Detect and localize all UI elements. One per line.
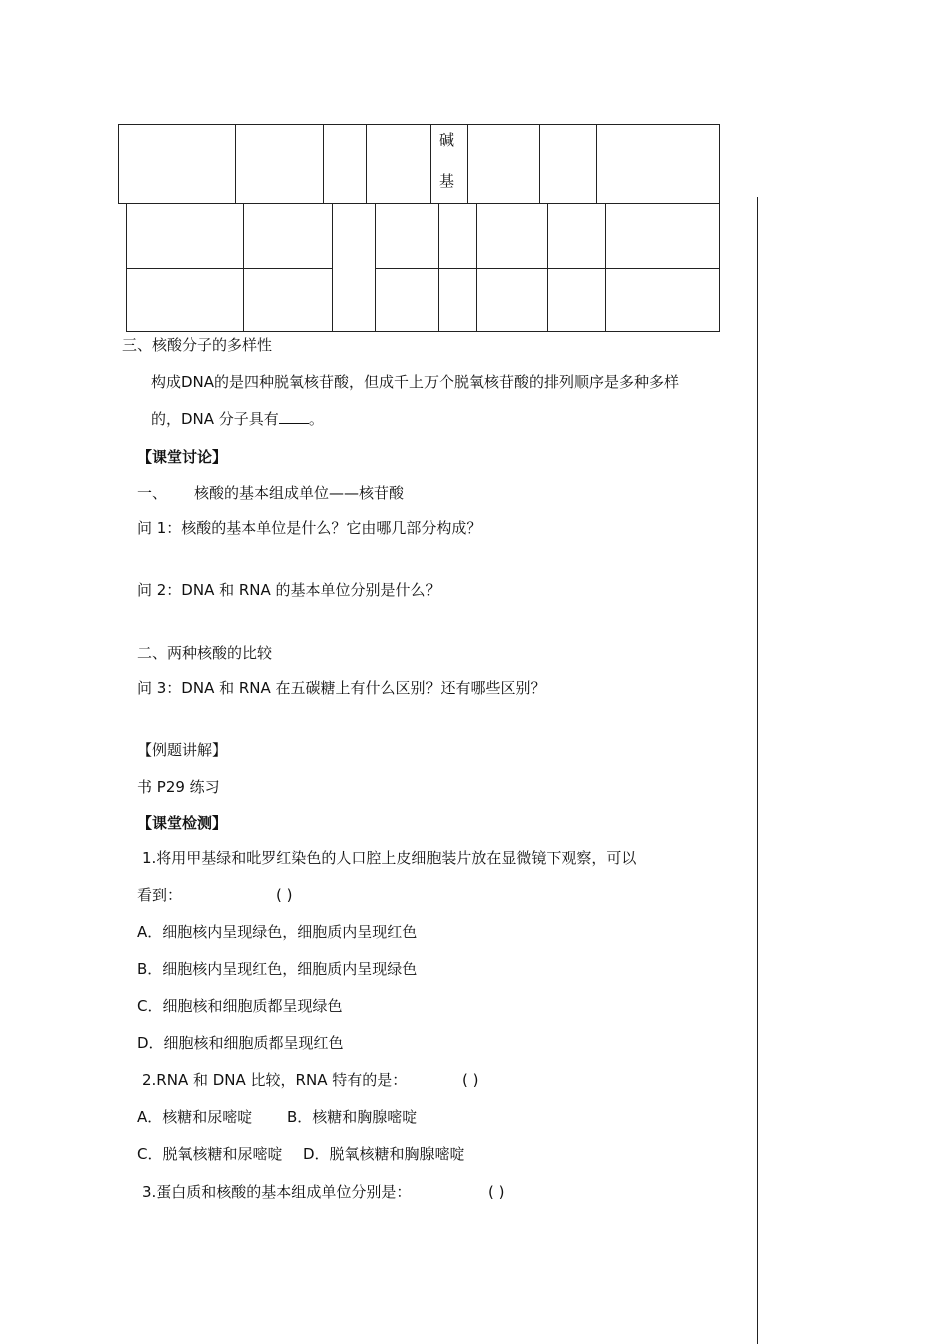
answer-paren[interactable]: ( ) <box>462 1071 479 1089</box>
discussion-item: 核酸的基本组成单位——核苷酸 <box>194 484 405 502</box>
table-cell <box>118 124 236 204</box>
option-a: A．细胞核内呈现绿色，细胞质内呈现红色 <box>137 923 418 941</box>
discussion-heading: 【课堂讨论】 <box>137 448 228 466</box>
table-cell <box>366 124 431 204</box>
table-cell-merged <box>332 203 376 332</box>
paragraph-line: 构成DNA的是四种脱氧核苷酸，但成千上万个脱氧核苷酸的排列顺序是多种多样 <box>151 373 680 391</box>
table-cell <box>467 124 540 204</box>
table-cell <box>323 124 367 204</box>
table-cell <box>243 203 333 269</box>
question-1: 问 1：核酸的基本单位是什么？它由哪几部分构成？ <box>137 519 482 537</box>
option-d: D．细胞核和细胞质都呈现红色 <box>137 1034 344 1052</box>
table-cell <box>547 203 606 269</box>
table-cell <box>547 268 606 332</box>
table-cell <box>596 124 720 204</box>
table-cell <box>476 268 548 332</box>
table-header-base-cell <box>430 124 468 204</box>
test-question-1-cont: 看到： <box>137 886 183 904</box>
discussion-item-number: 一、 <box>137 484 168 502</box>
table-cell <box>539 124 597 204</box>
right-margin-line <box>757 197 758 1344</box>
table-cell <box>375 268 439 332</box>
table-header-char: 碱 <box>439 131 455 149</box>
test-question-3: 3.蛋白质和核酸的基本组成单位分别是： <box>142 1183 412 1201</box>
table-cell <box>605 268 720 332</box>
option-d: D．脱氧核糖和胸腺嘧啶 <box>303 1145 465 1163</box>
table-cell <box>126 203 244 269</box>
paragraph-text: 的，DNA 分子具有 <box>151 410 279 428</box>
table-cell <box>476 203 548 269</box>
option-b: B．核糖和胸腺嘧啶 <box>287 1108 418 1126</box>
option-c: C．细胞核和细胞质都呈现绿色 <box>137 997 343 1015</box>
paragraph-text: 。 <box>308 410 324 428</box>
table-cell <box>243 268 333 332</box>
option-b: B．细胞核内呈现红色，细胞质内呈现绿色 <box>137 960 418 978</box>
table-cell <box>126 268 244 332</box>
question-2: 问 2：DNA 和 RNA 的基本单位分别是什么？ <box>137 581 441 599</box>
section-title: 三、核酸分子的多样性 <box>122 336 273 354</box>
table-header-char: 基 <box>439 172 455 190</box>
test-heading: 【课堂检测】 <box>137 814 228 832</box>
table-cell <box>235 124 324 204</box>
question-3: 问 3：DNA 和 RNA 在五碳糖上有什么区别？还有哪些区别？ <box>137 679 546 697</box>
example-text: 书 P29 练习 <box>137 778 220 796</box>
fill-in-blank[interactable] <box>279 409 309 424</box>
answer-paren[interactable]: ( ) <box>488 1183 505 1201</box>
table-cell <box>438 203 477 269</box>
test-question-2: 2.RNA 和 DNA 比较，RNA 特有的是： <box>142 1071 408 1089</box>
option-c: C．脱氧核糖和尿嘧啶 <box>137 1145 283 1163</box>
example-heading: 【例题讲解】 <box>137 741 228 759</box>
test-question-1: 1.将用甲基绿和吡罗红染色的人口腔上皮细胞装片放在显微镜下观察，可以 <box>142 849 637 867</box>
table-cell <box>375 203 439 269</box>
table-cell <box>438 268 477 332</box>
table-cell <box>605 203 720 269</box>
option-a: A．核糖和尿嘧啶 <box>137 1108 253 1126</box>
answer-paren[interactable]: ( ) <box>276 886 293 904</box>
discussion-item: 二、两种核酸的比较 <box>137 644 273 662</box>
paragraph-line <box>151 409 324 429</box>
